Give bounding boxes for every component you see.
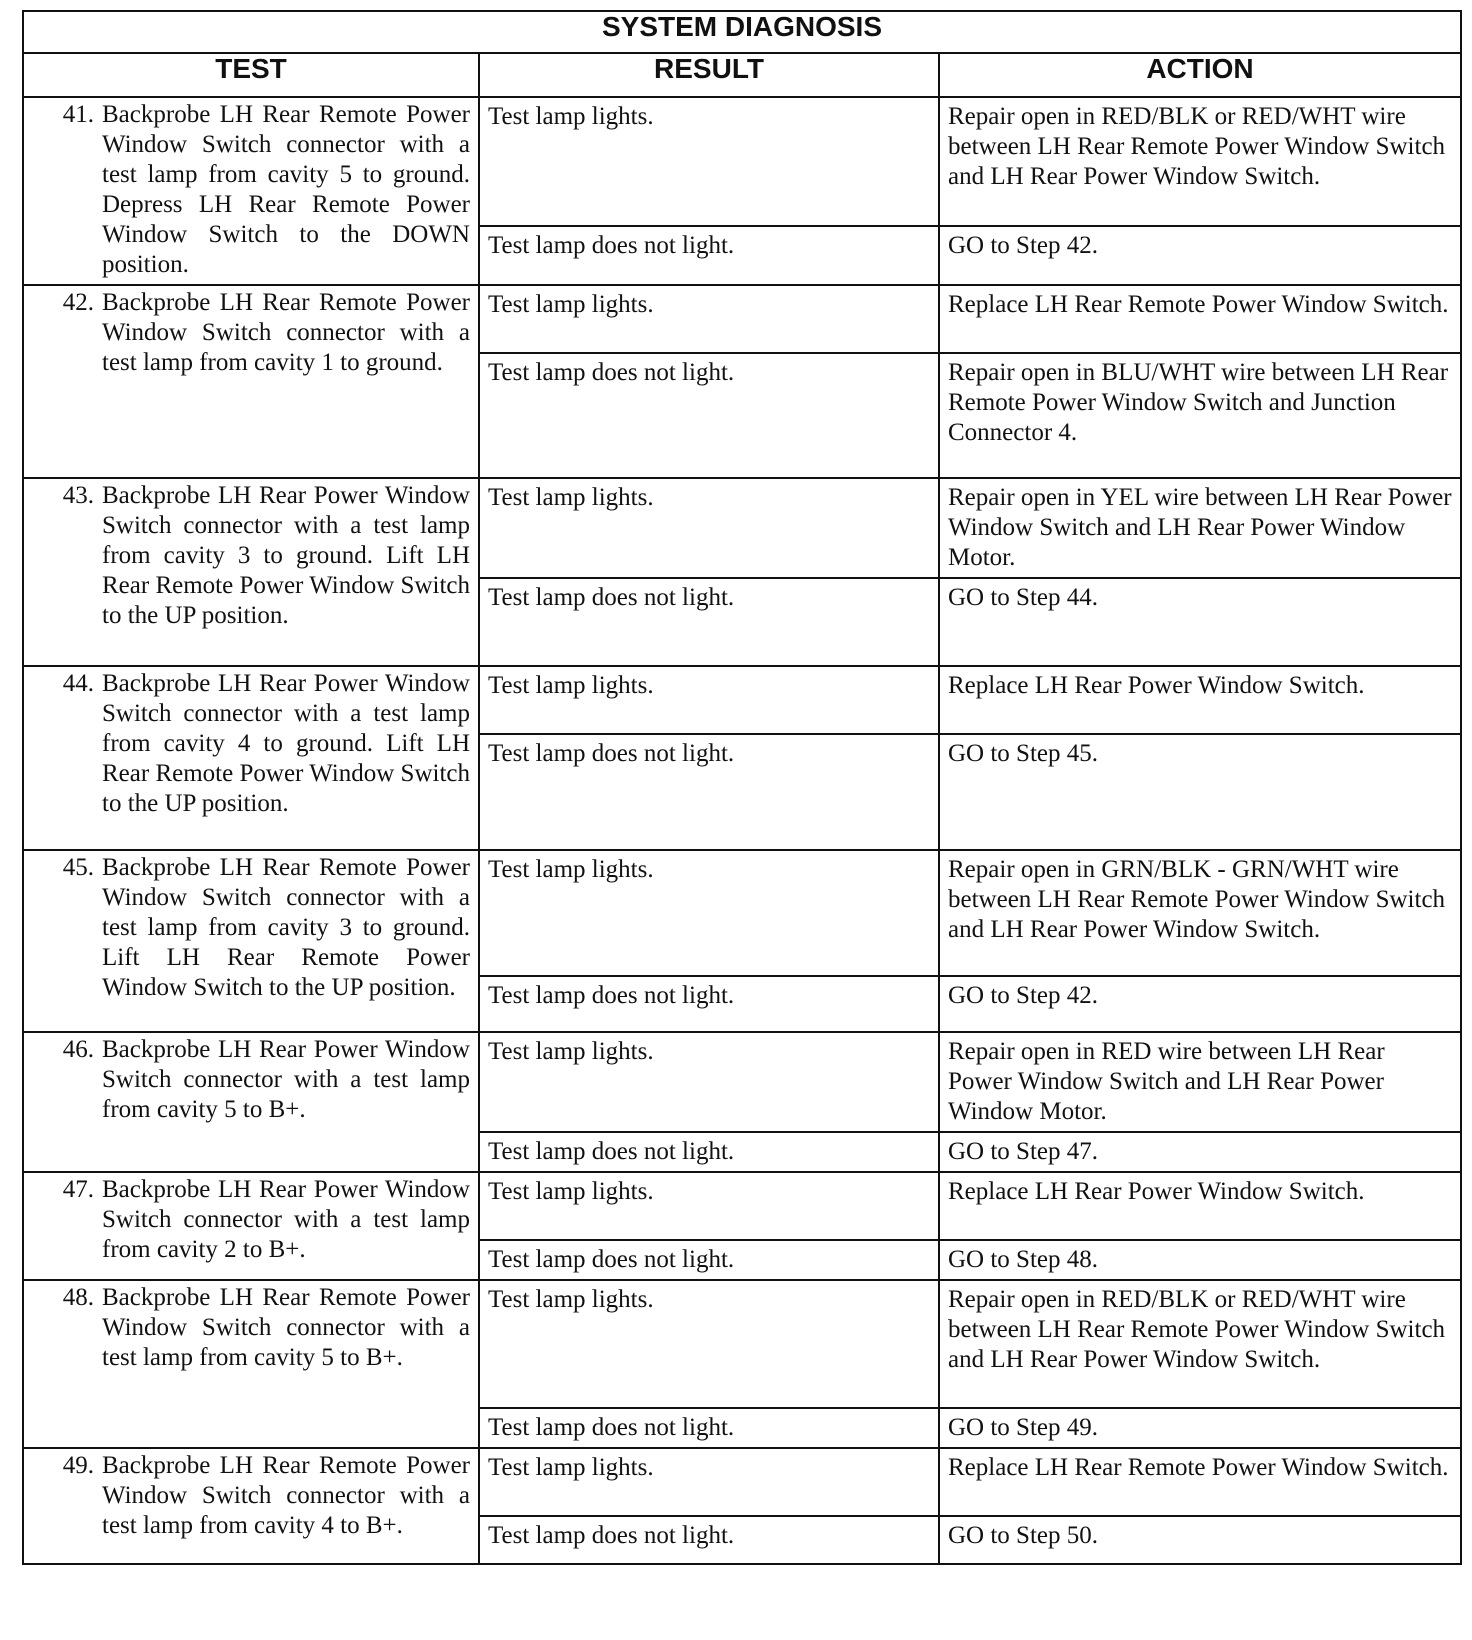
table-row xyxy=(23,666,1461,734)
result-cell: Test lamp lights. xyxy=(479,666,939,734)
result-cell: Test lamp does not light. xyxy=(479,1132,939,1172)
column-header-action: ACTION xyxy=(939,53,1461,97)
step-number: 43. xyxy=(62,482,94,509)
result-cell: Test lamp lights. xyxy=(479,850,939,976)
result-cell: Test lamp lights. xyxy=(479,1448,939,1516)
title-row xyxy=(23,11,1461,53)
action-cell: Replace LH Rear Remote Power Window Switch. xyxy=(939,285,1461,353)
test-cell xyxy=(23,1032,479,1172)
action-cell: GO to Step 50. xyxy=(939,1516,1461,1564)
result-cell: Test lamp does not light. xyxy=(479,734,939,850)
action-cell: Repair open in GRN/BLK - GRN/WHT wire between LH Rear Remote Power Window Switch and LH Rear Power Window Switch. xyxy=(939,850,1461,976)
step-number: 46. xyxy=(62,1036,94,1063)
action-cell: Repair open in BLU/WHT wire between LH Rear Remote Power Window Switch and Junction Connector 4. xyxy=(939,353,1461,478)
result-cell: Test lamp lights. xyxy=(479,1032,939,1132)
table-title: SYSTEM DIAGNOSIS xyxy=(23,11,1461,53)
step-number: 48. xyxy=(62,1284,94,1311)
table-row xyxy=(23,478,1461,578)
result-cell: Test lamp lights. xyxy=(479,478,939,578)
test-text: Backprobe LH Rear Remote Power Window Switch connector with a test lamp from cavity 3 to ground. Lift LH Rear Remote Power Window Switch to the UP position. xyxy=(102,854,470,1001)
table-row xyxy=(23,1172,1461,1240)
test-cell xyxy=(23,1448,479,1564)
test-text: Backprobe LH Rear Remote Power Window Switch connector with a test lamp from cavity 5 to ground. Depress LH Rear Remote Power Window Switch to the DOWN position. xyxy=(102,101,470,278)
result-cell: Test lamp does not light. xyxy=(479,1240,939,1280)
test-text: Backprobe LH Rear Power Window Switch connector with a test lamp from cavity 3 to ground. Lift LH Rear Remote Power Window Switch to the UP position. xyxy=(102,482,470,629)
test-text: Backprobe LH Rear Remote Power Window Switch connector with a test lamp from cavity 4 to B+. xyxy=(102,1452,470,1539)
action-cell: GO to Step 49. xyxy=(939,1408,1461,1448)
test-cell xyxy=(23,285,479,478)
action-cell: GO to Step 45. xyxy=(939,734,1461,850)
column-header-row xyxy=(23,53,1461,97)
test-text: Backprobe LH Rear Power Window Switch connector with a test lamp from cavity 2 to B+. xyxy=(102,1176,470,1263)
test-text: Backprobe LH Rear Power Window Switch connector with a test lamp from cavity 4 to ground. Lift LH Rear Remote Power Window Switch to the UP position. xyxy=(102,670,470,817)
test-cell xyxy=(23,850,479,1032)
action-cell: Repair open in YEL wire between LH Rear Power Window Switch and LH Rear Power Window Motor. xyxy=(939,478,1461,578)
column-header-result: RESULT xyxy=(479,53,939,97)
action-cell: GO to Step 42. xyxy=(939,976,1461,1032)
result-cell: Test lamp does not light. xyxy=(479,578,939,666)
column-header-test: TEST xyxy=(23,53,479,97)
result-cell: Test lamp does not light. xyxy=(479,353,939,478)
table-row xyxy=(23,1032,1461,1132)
action-cell: Replace LH Rear Remote Power Window Switch. xyxy=(939,1448,1461,1516)
table-row xyxy=(23,97,1461,226)
table-row xyxy=(23,850,1461,976)
result-cell: Test lamp lights. xyxy=(479,285,939,353)
test-cell xyxy=(23,1172,479,1280)
result-cell: Test lamp lights. xyxy=(479,1172,939,1240)
step-number: 49. xyxy=(62,1452,94,1479)
result-cell: Test lamp does not light. xyxy=(479,1516,939,1564)
test-cell xyxy=(23,478,479,666)
action-cell: GO to Step 42. xyxy=(939,226,1461,285)
test-cell xyxy=(23,97,479,285)
action-cell: GO to Step 44. xyxy=(939,578,1461,666)
test-text: Backprobe LH Rear Remote Power Window Switch connector with a test lamp from cavity 5 to B+. xyxy=(102,1284,470,1371)
test-cell xyxy=(23,1280,479,1448)
action-cell: GO to Step 48. xyxy=(939,1240,1461,1280)
action-cell: Repair open in RED/BLK or RED/WHT wire between LH Rear Remote Power Window Switch and LH Rear Power Window Switch. xyxy=(939,1280,1461,1408)
system-diagnosis-page xyxy=(22,10,1460,1565)
step-number: 47. xyxy=(62,1176,94,1203)
result-cell: Test lamp lights. xyxy=(479,1280,939,1408)
test-cell xyxy=(23,666,479,850)
action-cell: GO to Step 47. xyxy=(939,1132,1461,1172)
result-cell: Test lamp does not light. xyxy=(479,1408,939,1448)
step-number: 41. xyxy=(62,101,94,128)
result-cell: Test lamp does not light. xyxy=(479,226,939,285)
test-text: Backprobe LH Rear Power Window Switch connector with a test lamp from cavity 5 to B+. xyxy=(102,1036,470,1123)
diagnosis-table xyxy=(22,10,1462,1565)
result-cell: Test lamp does not light. xyxy=(479,976,939,1032)
table-row xyxy=(23,1280,1461,1408)
test-text: Backprobe LH Rear Remote Power Window Switch connector with a test lamp from cavity 1 to ground. xyxy=(102,289,470,376)
table-row xyxy=(23,285,1461,353)
steps-body xyxy=(23,97,1461,1564)
action-cell: Repair open in RED/BLK or RED/WHT wire between LH Rear Remote Power Window Switch and LH Rear Power Window Switch. xyxy=(939,97,1461,226)
action-cell: Replace LH Rear Power Window Switch. xyxy=(939,666,1461,734)
step-number: 42. xyxy=(62,289,94,316)
step-number: 44. xyxy=(62,670,94,697)
table-row xyxy=(23,1448,1461,1516)
step-number: 45. xyxy=(62,854,94,881)
result-cell: Test lamp lights. xyxy=(479,97,939,226)
action-cell: Replace LH Rear Power Window Switch. xyxy=(939,1172,1461,1240)
action-cell: Repair open in RED wire between LH Rear Power Window Switch and LH Rear Power Window Motor. xyxy=(939,1032,1461,1132)
